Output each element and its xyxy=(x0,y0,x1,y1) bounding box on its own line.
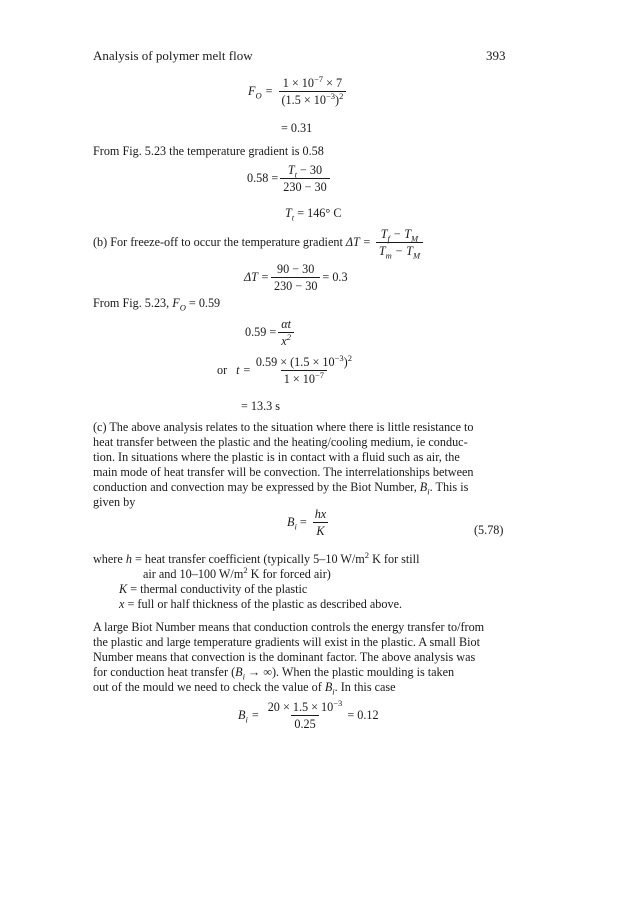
fo-result: = 0.31 xyxy=(281,121,313,135)
freeze-off-text: (b) For freeze-off to occur the temperature gradient xyxy=(93,235,346,249)
text-fig-fo: From Fig. 5.23, $F_O = 0.59$ xyxy=(93,296,221,313)
where-x: x = full or half thickness of the plastic as described above. xyxy=(119,597,403,611)
equation-biot: $B_i$ = $\frac{hx}{K}$ xyxy=(287,507,331,538)
biot-fraction: $\frac{hx}{K}$ xyxy=(314,507,327,538)
bi-final-fraction: $\frac{20 \times 1.5 \times 10^{-3}}{0.25}$ xyxy=(267,697,343,731)
fo-fraction: $\frac{1 \times 10^{-7} \times 7}{(1.5 \times 10^{-3})^2}$ xyxy=(279,76,347,107)
delta-t-result: = 0.3 xyxy=(322,270,348,284)
equation-fo xyxy=(248,73,348,107)
equation-alpha: 0.59 = $\frac{\alpha t}{x^2}$ xyxy=(245,317,296,348)
fo-symbol: $F_O$ xyxy=(248,84,262,101)
equation-delta-t: ΔT = $\frac{90 - 30}{230 - 30}$ = 0.3 xyxy=(244,262,348,293)
freeze-off-fraction: $\frac{T_f - T_M}{T_m - T_M}$ xyxy=(376,227,423,258)
paragraph-c: (c) The above analysis relates to the situation where there is little resistance to heat transfer between the plastic and the heating/cooling medium, ie conduc- tion. In situations where the plastic is in contact with a fluid such as air, the main mode of heat transfer will be convection. The interrelationships between conduction and convection may be expressed by the Biot Number, $B_i$. This is given by xyxy=(93,420,474,509)
alpha-fraction: $\frac{\alpha t}{x^2}$ xyxy=(278,317,294,348)
equation-gradient xyxy=(247,163,332,194)
where-k: K = thermal conductivity of the plastic xyxy=(119,582,308,596)
equation-tt: $T_t = 146^\circ$ C xyxy=(285,206,342,223)
delta-t-label: ΔT = xyxy=(345,235,371,249)
paragraph-biot: A large Biot Number means that conduction controls the energy transfer to/from the plastic and large temperature gradients will exist in the plastic. A small Biot Number means that convection is the dominant factor. The above analysis was for conduction heat transfer ($B_i$ → ∞). When the plastic moulding is taken out of the mould we need to check the value of $B_i$. In this case xyxy=(93,620,485,697)
freeze-off-line xyxy=(93,227,425,261)
where-h-cont: air and 10–100 $W/m^2$ K for forced air) xyxy=(143,564,331,581)
running-title: Analysis of polymer melt flow xyxy=(93,48,253,63)
gradient-fraction: $\frac{T_t - 30}{230 - 30}$ xyxy=(280,163,329,194)
page-number: 393 xyxy=(486,48,506,63)
equation-label: (5.78) xyxy=(474,523,504,537)
text-gradient: From Fig. 5.23 the temperature gradient is 0.58 xyxy=(93,144,324,158)
where-h: where h = heat transfer coefficient (typically 5–10 $W/m^2$ K for still xyxy=(93,549,420,566)
t-result: = 13.3 s xyxy=(241,399,281,413)
equation-t: or t = $\frac{0.59 \times (1.5 \times 10^{-3})^2}{1 \times 10^{-7}}$ xyxy=(217,355,357,386)
equation-bi-final: $B_i$ = $\frac{20 \times 1.5 \times 10^{-3}}{0.25}$ = 0.12 xyxy=(238,697,379,731)
t-fraction: $\frac{0.59 \times (1.5 \times 10^{-3})^2}{1 \times 10^{-7}}$ xyxy=(255,352,352,386)
bi-final-result: = 0.12 xyxy=(347,708,379,722)
equals-sign: = xyxy=(265,84,273,98)
gradient-lhs: 0.58 = xyxy=(247,171,279,185)
delta-t-fraction: $\frac{90 - 30}{230 - 30}$ xyxy=(271,262,320,293)
